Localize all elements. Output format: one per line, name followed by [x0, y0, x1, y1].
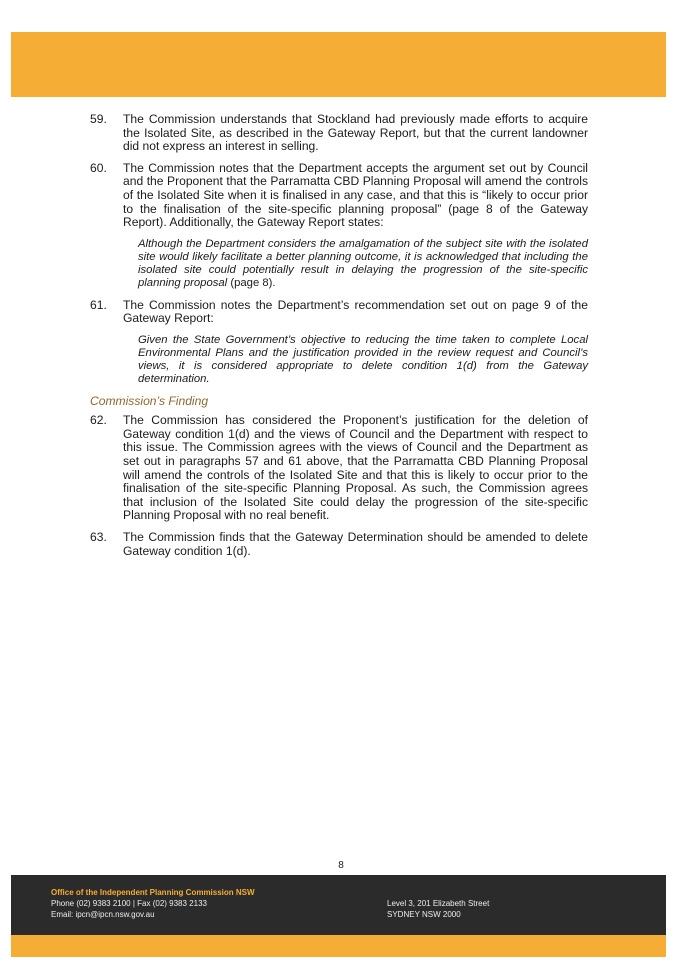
- paragraph-63: [90, 531, 588, 558]
- footer-band: [11, 935, 666, 957]
- quote-text: Given the State Government’s objective to reducing the time taken to complete Local Environmental Plans and the justification provided in the review request and Council’s views, it is considered appropriate to delete condition 1(d) from the Gateway determination.: [138, 333, 588, 386]
- footer-email: Email: ipcn@ipcn.nsw.gov.au: [51, 910, 155, 919]
- footer-address-line1: Level 3, 201 Elizabeth Street: [387, 899, 490, 908]
- footer-organisation: Office of the Independent Planning Commission NSW: [51, 888, 255, 897]
- paragraph-61: [90, 299, 588, 326]
- document-body: [90, 113, 588, 566]
- paragraph-text: The Commission notes the Department’s recommendation set out on page 9 of the Gateway Report:: [123, 297, 588, 326]
- paragraph-text: The Commission finds that the Gateway Determination should be amended to delete Gateway condition 1(d).: [123, 529, 588, 558]
- page-number: 8: [338, 860, 344, 871]
- section-heading: Commission’s Finding: [90, 393, 209, 408]
- footer: [11, 875, 666, 935]
- block-quote: [138, 334, 588, 387]
- paragraph-59: [90, 113, 588, 154]
- paragraph-62: [90, 414, 588, 523]
- footer-address: [387, 898, 489, 920]
- paragraph-number: 61.: [90, 297, 107, 312]
- paragraph-number: 62.: [90, 413, 107, 428]
- paragraph-number: 59.: [90, 112, 107, 126]
- footer-contact: [51, 887, 255, 920]
- footer-phone: Phone (02) 9383 2100 | Fax (02) 9383 2133: [51, 899, 207, 908]
- paragraph-60: [90, 162, 588, 230]
- paragraph-text: The Commission notes that the Department accepts the argument set out by Council and the Proponent that the Parramatta CBD Planning Proposal will amend the controls of the Isolated Site when it is finalised in any case, and that this is “likely to occur prior to the finalisation of the site-specific planning proposal” (page 8 of the Gateway Report). Additionally, the Gateway Report states:: [123, 160, 588, 230]
- paragraph-number: 63.: [90, 529, 107, 544]
- footer-address-line2: SYDNEY NSW 2000: [387, 910, 461, 919]
- paragraph-text: The Commission has considered the Proponent’s justification for the deletion of Gateway condition 1(d) and the views of Council and the Department with respect to this issue. The Commission agrees with the views of Council and the Department as set out in paragraphs 57 and 61 above, that the Parramatta CBD Planning Proposal will amend the controls of the Isolated Site and that this is likely to occur prior to the finalisation of the site-specific Planning Proposal. As such, the Commission agrees that inclusion of the Isolated Site could delay the progression of the site-specific Planning Proposal with no real benefit.: [123, 413, 588, 523]
- paragraph-number: 60.: [90, 160, 107, 175]
- header-band: [11, 32, 666, 97]
- block-quote: [138, 238, 588, 291]
- quote-citation: (page 8).: [227, 277, 276, 290]
- quote-text: Although the Department considers the amalgamation of the subject site with the isolated site would likely facilitate a better planning outcome, it is acknowledged that including the isolated site could potentially result in delaying the progression of the site-specific planning proposal: [138, 237, 588, 290]
- paragraph-text: The Commission understands that Stockland had previously made efforts to acquire the Isolated Site, as described in the Gateway Report, but that the current landowner did not express an interest in selling.: [123, 112, 588, 154]
